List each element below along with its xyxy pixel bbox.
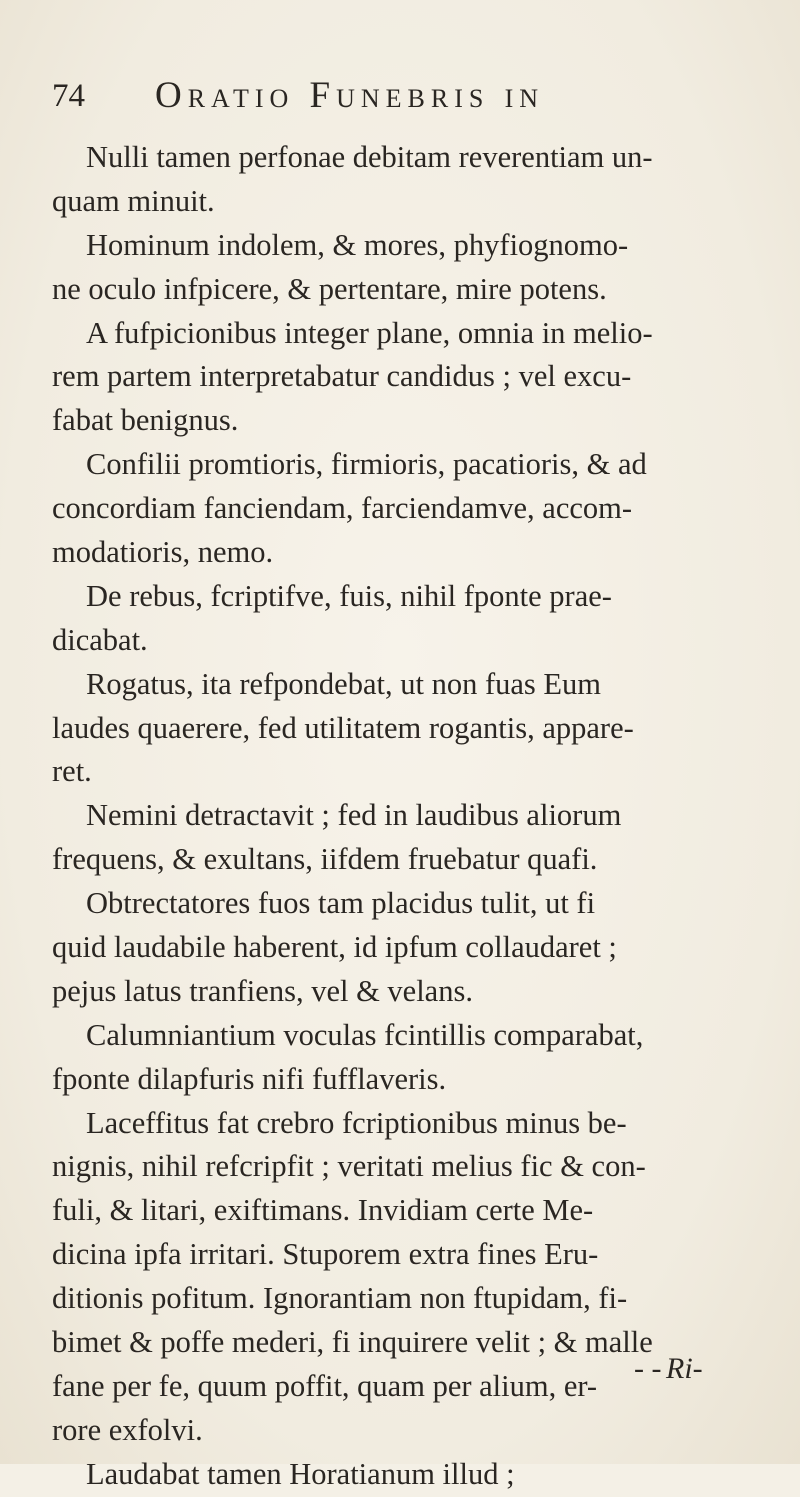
text-line: frequens, & exultans, iifdem fruebatur quafi. — [52, 842, 598, 877]
text-line: Obtrectatores fuos tam placidus tulit, ut fi — [86, 886, 596, 921]
text-line: fabat benignus. — [52, 403, 239, 438]
text-line: dicabat. — [52, 622, 148, 657]
text-line: Laceffitus fat crebro fcriptionibus minus be- — [86, 1105, 627, 1140]
text-line: fponte dilapfuris nifi fufflaveris. — [52, 1061, 447, 1096]
text-line: modatioris, nemo. — [52, 535, 274, 570]
text-line: ne oculo infpicere, & pertentare, mire potens. — [52, 271, 607, 306]
text-line: pejus latus tranfiens, vel & velans. — [52, 973, 473, 1008]
text-line: De rebus, fcriptifve, fuis, nihil fponte prae- — [86, 578, 612, 613]
text-line: Confilii promtioris, firmioris, pacatioris, & ad — [86, 447, 647, 482]
text-line: fuli, & litari, exiftimans. Invidiam certe Me- — [52, 1193, 594, 1228]
text-line: dicina ipfa irritari. Stuporem extra fines Eru- — [52, 1237, 599, 1272]
text-line: rore exfolvi. — [52, 1412, 203, 1447]
text-line: quam minuit. — [52, 183, 215, 218]
text-line: Laudabat tamen Horatianum illud ; — [86, 1456, 515, 1491]
text-line: Nemini detractavit ; fed in laudibus aliorum — [86, 798, 622, 833]
page-number: 74 — [52, 78, 85, 114]
catchword: Ri- — [666, 1352, 703, 1385]
text-line: fane per fe, quum poffit, quam per alium, er- — [52, 1368, 598, 1403]
text-line: Rogatus, ita refpondebat, ut non fuas Eum — [86, 666, 602, 701]
catchword-dashes: - - — [634, 1352, 662, 1385]
text-line: laudes quaerere, fed utilitatem rogantis, appare- — [52, 710, 634, 745]
text-line: Nulli tamen perfonae debitam reverentiam un- — [86, 140, 653, 174]
text-line: rem partem interpretabatur candidus ; vel excu- — [52, 359, 632, 394]
text-line: ditionis pofitum. Ignorantiam non ftupidam, fi- — [52, 1281, 628, 1316]
body-text — [52, 136, 760, 1497]
page-header — [52, 74, 752, 124]
text-line: A fufpicionibus integer plane, omnia in melio- — [86, 315, 653, 350]
text-line: concordiam fanciendam, farciendamve, accom- — [52, 491, 633, 526]
text-line: quid laudabile haberent, id ipfum collaudaret ; — [52, 930, 617, 965]
text-line: Calumniantium voculas fcintillis comparabat, — [86, 1017, 644, 1052]
running-title: Oratio Funebris in — [155, 75, 545, 116]
text-line: bimet & poffe mederi, fi inquirere velit ; & malle — [52, 1325, 653, 1360]
text-line: Hominum indolem, & mores, phyfiognomo- — [86, 227, 629, 262]
text-line: ret. — [52, 754, 92, 789]
text-line: nignis, nihil refcripfit ; veritati melius fic & con- — [52, 1149, 646, 1184]
